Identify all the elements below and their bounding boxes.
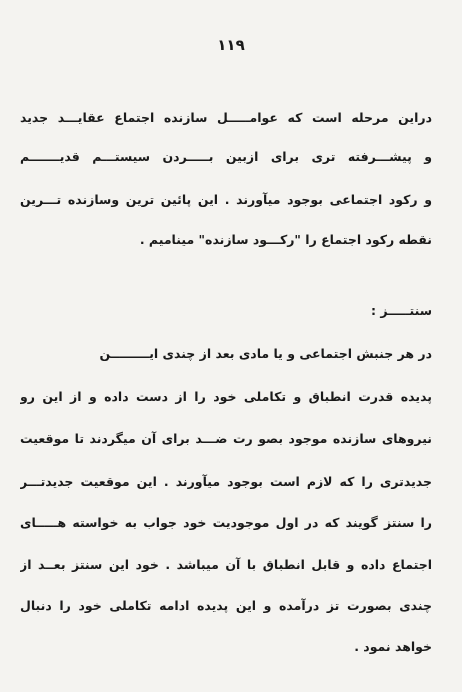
text-line: نیروهای سازنده موجود بصو رت ضـــد برای آن میگردند تا موقعیت [20, 431, 432, 446]
text-line: جدیدتری را که لازم است بوجود میآورند . این موقعیت جدیدتـــر [20, 474, 432, 489]
text-line: نقطه رکود اجتماع را "رکـــود سازنده" مینامیم . [139, 232, 432, 247]
text-line: پدیده قدرت انطباق و تکاملی خود را از دست داده و از این رو [20, 389, 432, 404]
text-line: خواهد نمود . [354, 639, 432, 654]
text-line: دراین مرحله است که عوامـــــل سازنده اجتماع عقایـــد جدید [20, 110, 432, 125]
text-line: و پیشـــرفته تری برای ازبین بـــــردن سیستـــم قدیـــــــم [20, 149, 432, 164]
text-line: را سنتز گویند که در اول موجودیت خود جواب به خواسته هـــــای [20, 515, 432, 530]
text-line: و رکود اجتماعی بوجود میآورند . این پائین ترین وسازنده تـــرین [20, 192, 432, 207]
page-number: ۱۱۹ [217, 36, 245, 54]
section-heading: سنتـــــز : [371, 303, 432, 318]
text-line: در هر جنبش اجتماعی و یا مادی بعد از چندی ایـــــــــن [99, 346, 432, 361]
text-line: اجتماع داده و قابل انطباق با آن میباشد . خود این سنتز بعــد از [20, 557, 432, 572]
text-line: چندی بصورت تز درآمده و این پدیده ادامه تکاملی خود را دنبال [20, 598, 432, 613]
